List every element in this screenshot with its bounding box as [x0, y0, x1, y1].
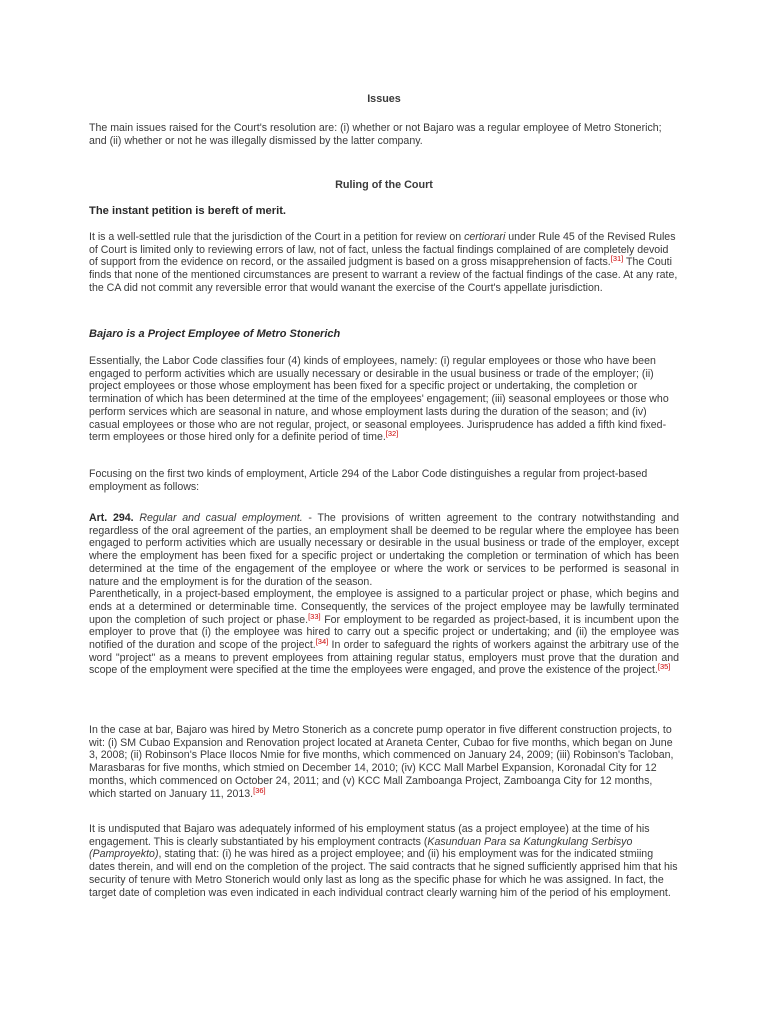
- text-run: It is a well-settled rule that the jurisdiction of the Court in a petition for review on: [89, 231, 465, 243]
- article-label: Art. 294.: [89, 512, 134, 524]
- footnote-ref-36[interactable]: [36]: [253, 785, 266, 795]
- text-run: under Rule 45 of the Revised Rules of Court is limited only to reviewing errors of law, not of fact, unless the factual findings complained of are completely devoid of support from the evidence on record, or the assailed judgment is based on a gross misapprehension of facts.: [89, 231, 676, 269]
- text-run: The Couti finds that none of the mentioned circumstances are present to warrant a review of the factual findings of the case. At any rate, the CA did not commit any reversible error that would wanant the exercise of the Court's appellate jurisdiction.: [89, 256, 678, 294]
- text-run: - The provisions of written agreement to the contrary notwithstanding and regardless of the oral agreement of the parties, an employment shall be deemed to be regular where the employee has been engaged to perform activities which are usually necessary or desirable in the usual business or trade of the employer, except where the employment has been fixed for a specific project or undertaking the completion or termination of which has been determined at the time of the engagement of the employee or where the work or services to be performed is seasonal in nature and the employment is for the duration of the season.: [89, 512, 679, 588]
- footnote-ref-31[interactable]: [31]: [610, 254, 624, 264]
- article-paragraph: [89, 512, 679, 677]
- issues-heading: Issues: [367, 93, 401, 105]
- section-heading: Bajaro is a Project Employee of Metro Stonerich: [89, 328, 341, 340]
- text-run: In the case at bar, Bajaro was hired by Metro Stonerich as a concrete pump operator in five different construction projects, to wit: (i) SM Cubao Expansion and Renovation project located at Araneta Center, Cubao for five months, which began on June 3, 2008; (ii) Robinson's Place Ilocos Nmie for five months, which commenced on January 24, 2009; (iii) Robinson's Tacloban, Marasbaras for five months, which stmied on December 14, 2010; (iv) KCC Mall Marbel Expansion, Koronadal City for 12 months, which commenced on October 24, 2011; and (v) KCC Mall Zamboanga Project, Zamboanga City for 12 months, which started on January 11, 2013.: [89, 724, 674, 800]
- article-title: Regular and casual employment.: [139, 512, 303, 524]
- text-run: It is undisputed that Bajaro was adequately informed of his employment status (as a project employee) at the time of his engagement. This is clearly substantiated by his employment contracts (: [89, 823, 650, 848]
- employee-kinds-paragraph: [89, 355, 679, 444]
- focus-paragraph: Focusing on the first two kinds of employment, Article 294 of the Labor Code distinguishes a regular from project-based employment as follows:: [89, 468, 648, 493]
- issues-paragraph: The main issues raised for the Court's resolution are: (i) whether or not Bajaro was a regular employee of Metro Stonerich; and (ii) whether or not he was illegally dismissed by the latter company.: [89, 122, 662, 147]
- text-run: For employment to be regarded as project-based, it is incumbent upon the employer to prove that (i) the employee was hired to carry out a specific project or undertaking; and (ii) the employee was notified of the duration and scope of the project.: [89, 613, 679, 652]
- undisputed-paragraph: [89, 823, 679, 899]
- footnote-ref-35[interactable]: [35]: [657, 662, 671, 672]
- text-run: , stating that: (i) he was hired as a project employee; and (ii) his employment was for the indicated stmiing dates therein, and will end on the completion of the project. The said contracts that he signed sufficiently apprised him that his security of tenure with Metro Stonerich would only last as long as the specific phase for which he was assigned. In fact, the target date of completion was even indicated in each individual contract clearly warning him of the period of his employment.: [89, 848, 678, 899]
- ruling-paragraph: [89, 231, 679, 295]
- ruling-lead: The instant petition is bereft of merit.: [89, 205, 287, 217]
- ruling-heading: Ruling of the Court: [335, 179, 433, 191]
- text-run-italic: certiorari: [464, 231, 506, 243]
- text-run-italic: Kasunduan Para sa Katungkulang Serbisyo (Pamproyekto): [89, 835, 633, 861]
- text-run: Parenthetically, in a project-based employment, the employee is assigned to a particular project or phase, which begins and ends at a determined or determinable time. Consequently, the services of the project employee may be lawfully terminated upon the completion of such project or phase.: [89, 588, 679, 626]
- footnote-ref-33[interactable]: [33]: [308, 611, 321, 621]
- footnote-ref-34[interactable]: [34]: [315, 637, 329, 647]
- text-run: In order to safeguard the rights of workers against the arbitrary use of the word "project" as a means to prevent employees from attaining regular status, employers must prove that the duration and scope of the employment were specified at the time the employees were engaged, and prove the existence of the project.: [89, 639, 679, 677]
- footnote-ref-32[interactable]: [32]: [385, 429, 399, 439]
- case-paragraph: [89, 724, 679, 800]
- text-run: Essentially, the Labor Code classifies four (4) kinds of employees, namely: (i) regular employees or those who have been engaged to perform activities which are usually necessary or desirable in the usual business or trade of the employer; (ii) project employees or those whose employment has been fixed for a specific project or undertaking, the completion or termination of which has been determined at the time of the employees' engagement; (iii) seasonal employees or those who perform services which are seasonal in nature, and whose employment lasts during the duration of the season; and (iv) casual employees or those who are not regular, project, or seasonal employees. Jurisprudence has added a fifth kind fixed-term employees or those hired only for a definite period of time.: [89, 355, 669, 444]
